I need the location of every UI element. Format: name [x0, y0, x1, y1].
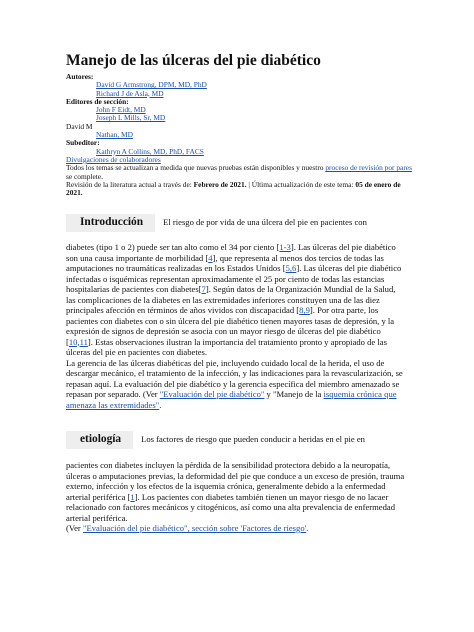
etiology-paragraph: pacientes con diabetes incluyen la pérdida de la sensibilidad protectora debido a la neuropatía, úlceras o amputaciones previas, la deformidad del pie que conduce a un exceso de presión, trauma externo, infección y los efectos de la isquemia crónica, generalmente debido a la enfermedad arterial periférica [1]. Los pacientes con diabetes también tienen un mayor riesgo de no lacaer relacionado con factores mecánicos y citogénicos, así como una alta prevalencia de enfermedad arterial periférica. [66, 460, 405, 523]
author-link[interactable]: Richard J de Asla, MD [96, 88, 164, 98]
review-dates: Revisión de la literatura actual a través de: Febrero de 2021. | Última actualización de este tema: 05 de enero de 2021. [66, 179, 401, 198]
citation-link[interactable]: 10,11 [68, 336, 88, 347]
citation-link[interactable]: 8,9 [299, 305, 310, 315]
cross-reference-link[interactable]: isquemia crónica que amenaza las extremidades" [66, 389, 397, 410]
citation-link[interactable]: 1-3 [279, 242, 291, 252]
citation-link[interactable]: 1 [130, 491, 135, 502]
peer-review-link[interactable]: proceso de revisión por pares [325, 163, 412, 173]
etiology-heading: etiología [66, 431, 133, 449]
deputy-editor-link[interactable]: Kathryn A Collins, MD, PhD, FACS [96, 146, 204, 156]
etiology-lead-text: Los factores de riesgo que pueden conducir a heridas en el pie en [141, 433, 365, 444]
deputy-editor-label: Subeditor: [66, 138, 100, 148]
article-metadata [66, 73, 416, 197]
etiology-paragraph: (Ver "Evaluación del pie diabético", sección sobre 'Factores de riesgo'. [66, 523, 309, 533]
citation-link[interactable]: 5,6 [285, 263, 297, 273]
intro-paragraph: diabetes (tipo 1 o 2) puede ser tan alto como el 34 por ciento [1-3]. Las úlceras del pie diabético son una causa importante de morbilidad [4], que representa al menos dos tercios de todas las amputaciones no traumáticas realizadas en los Estados Unidos [5,6]. Las úlceras del pie diabético infectadas o isquémicas representan aproximadamente el 25 por ciento de todas las estancias hospitalarias de pacientes con diabetes[7]. Según datos de la Organización Mundial de la Salud, las complicaciones de la diabetes en las extremidades inferiores constituyen una de las diez principales afección en términos de años vividos con discapacidad [8,9]. Por otra parte, los pacientes con diabetes con o sin úlcera del pie diabético tienen mayores tasas de depresión, y la expresión de signos de depresión se asocia con un mayor riesgo de úlceras del pie diabético [10,11]. Estas observaciones ilustran la importancia del tratamiento pronto y apropiado de las úlceras del pie en pacientes con diabetes. [66, 242, 402, 357]
editor-name: David M [66, 121, 93, 131]
intro-heading: Introducción [66, 214, 155, 232]
intro-paragraph: La gerencia de las úlceras diabéticas del pie, incluyendo cuidado local de la herida, el uso de descargar mecánico, el tratamiento de la infección, y las indicaciones para la revascularización, se repasan aquí. La evaluación del pie diabético y la gerencia específica del miembro amenazado se repasan por separado. (Ver "Evaluación del pie diabético" y "Manejo de la isquemia crónica que amenaza las extremidades". [66, 357, 403, 410]
intro-section-header [66, 214, 396, 232]
peer-review-note: Todos los temas se actualizan a medida que nuevas pruebas están disponibles y nuestro proceso de revisión por pares se complete. [66, 163, 412, 181]
section-editors-label: Editores de sección: [66, 96, 129, 106]
page-title: Manejo de las úlceras del pie diabético [66, 52, 321, 69]
editor-link[interactable]: John F Eidt, MD [96, 105, 146, 115]
etiology-body [66, 460, 406, 534]
intro-lead-text: El riesgo de por vida de una úlcera del pie en pacientes con [163, 216, 367, 227]
authors-label: Autores: [66, 72, 94, 81]
cross-reference-link[interactable]: "Evaluación del pie diabético" [159, 389, 265, 399]
cross-reference-link[interactable]: "Evaluación del pie diabético", sección sobre 'Factores de riesgo' [82, 523, 307, 533]
etiology-section-header [66, 431, 396, 449]
editor-link[interactable]: Nathan, MD [96, 130, 133, 140]
intro-body [66, 242, 406, 410]
citation-link[interactable]: 7 [201, 284, 206, 294]
disclosures-link[interactable]: Divulgaciones de colaboradores [66, 154, 161, 164]
citation-link[interactable]: 4 [208, 252, 213, 263]
editor-link[interactable]: Joseph L Mills, Sr, MD [96, 113, 166, 123]
author-link[interactable]: David G Armstrong, DPM, MD, PhD [96, 80, 207, 90]
